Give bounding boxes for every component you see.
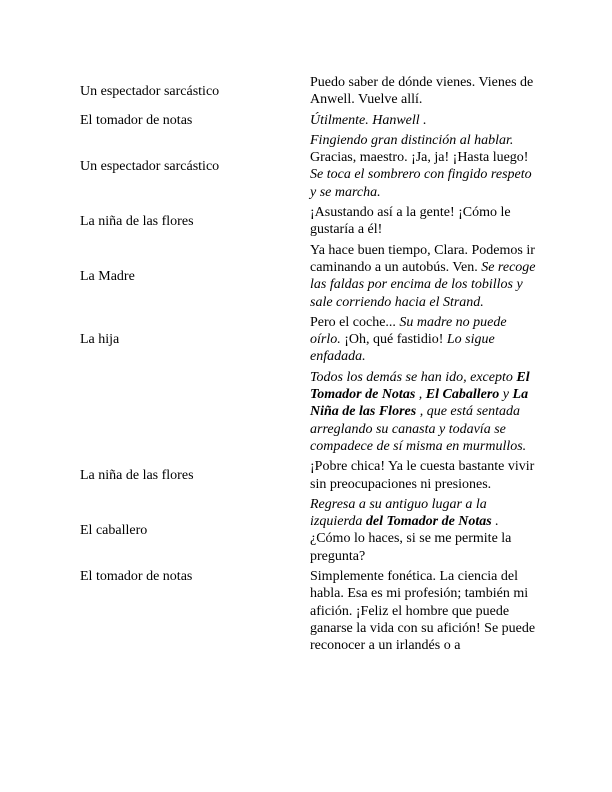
stage-direction: Regresa a su antiguo lugar a la izquierda — [310, 496, 487, 530]
dialogue-row — [76, 496, 538, 565]
dialogue-row — [76, 204, 538, 239]
spoken-text: ¿Cómo lo haces, si se me permite la pregunta? — [310, 531, 512, 564]
speaker-name: La hija — [80, 332, 120, 348]
dialogue-line — [310, 204, 538, 239]
dialogue-line — [310, 568, 538, 654]
stage-direction: Fingiendo gran distinción al hablar. — [310, 132, 514, 148]
stage-direction: Se recoge las faldas por encima de los tobillos y sale corriendo hacia el Strand. — [310, 259, 536, 310]
spoken-text: ¡Oh, qué fastidio! — [340, 332, 447, 348]
speaker-name: El caballero — [80, 522, 148, 538]
stage-direction-emphasis — [366, 514, 492, 529]
stage-direction: Útilmente. Hanwell . — [310, 112, 427, 128]
stage-direction: Lo sigue enfadada. — [310, 332, 495, 365]
stage-direction: . — [491, 514, 499, 530]
stage-direction: y — [499, 387, 513, 403]
dialogue-line — [310, 74, 538, 109]
speaker-name: El tomador de notas — [80, 569, 193, 585]
spoken-text: ¡Asustando así a la gente! ¡Cómo le gustaría a él! — [310, 205, 511, 238]
speaker-name: Un espectador sarcástico — [80, 158, 220, 174]
dialogue-line — [310, 369, 538, 455]
speaker-name — [76, 369, 310, 455]
dialogue-row — [76, 458, 538, 493]
dialogue-line — [310, 132, 538, 201]
dialogue-row — [76, 112, 538, 129]
spoken-text: Gracias, maestro. ¡Ja, ja! ¡Hasta luego! — [310, 150, 529, 166]
dialogue-row — [76, 314, 538, 366]
speaker-name: La niña de las flores — [80, 213, 194, 229]
stage-direction: , que está sentada arreglando su canasta y todavía se compadece de sí misma en murmullos. — [310, 404, 527, 454]
spoken-text: ¡Pobre chica! Ya le cuesta bastante vivir sin preocupaciones ni presiones. — [310, 459, 535, 492]
stage-direction-emphasis — [426, 387, 500, 402]
dialogue-table — [76, 71, 538, 658]
speaker-name: La niña de las flores — [80, 467, 194, 483]
dialogue-line — [310, 458, 538, 493]
stage-direction: Su madre no puede oírlo. — [310, 314, 507, 348]
dialogue-line — [310, 496, 538, 565]
dialogue-row — [76, 369, 538, 455]
dialogue-row — [76, 132, 538, 201]
character-name: La Niña de las Flores — [310, 387, 529, 420]
speaker-name: La Madre — [80, 268, 135, 284]
character-name: El Tomador de Notas — [310, 369, 530, 403]
script-page — [76, 71, 538, 658]
dialogue-row — [76, 242, 538, 311]
spoken-text: Pero el coche... — [310, 314, 400, 330]
speaker-name: Un espectador sarcástico — [80, 83, 220, 99]
stage-direction: Todos los demás se han ido, excepto — [310, 369, 517, 385]
dialogue-row — [76, 568, 538, 654]
stage-direction: , — [415, 387, 426, 403]
spoken-text: Simplemente fonética. La ciencia del habla. Esa es mi profesión; también mi afición. ¡Feliz el hombre que puede ganarse la vida con su afición! Se puede reconocer a un irlandés o a — [310, 569, 536, 654]
stage-direction: Se toca el sombrero con fingido respeto y se marcha. — [310, 167, 532, 200]
speaker-name: El tomador de notas — [80, 112, 193, 128]
dialogue-line — [310, 112, 538, 129]
dialogue-body — [76, 74, 538, 655]
character-name: del Tomador de Notas — [365, 514, 492, 530]
dialogue-line — [310, 242, 538, 311]
dialogue-line — [310, 314, 538, 366]
dialogue-row — [76, 74, 538, 109]
spoken-text: Ya hace buen tiempo, Clara. Podemos ir caminando a un autobús. Ven. — [310, 242, 535, 275]
character-name: El Caballero — [425, 387, 500, 403]
spoken-text: Puedo saber de dónde vienes. Vienes de Anwell. Vuelve allí. — [310, 75, 534, 108]
